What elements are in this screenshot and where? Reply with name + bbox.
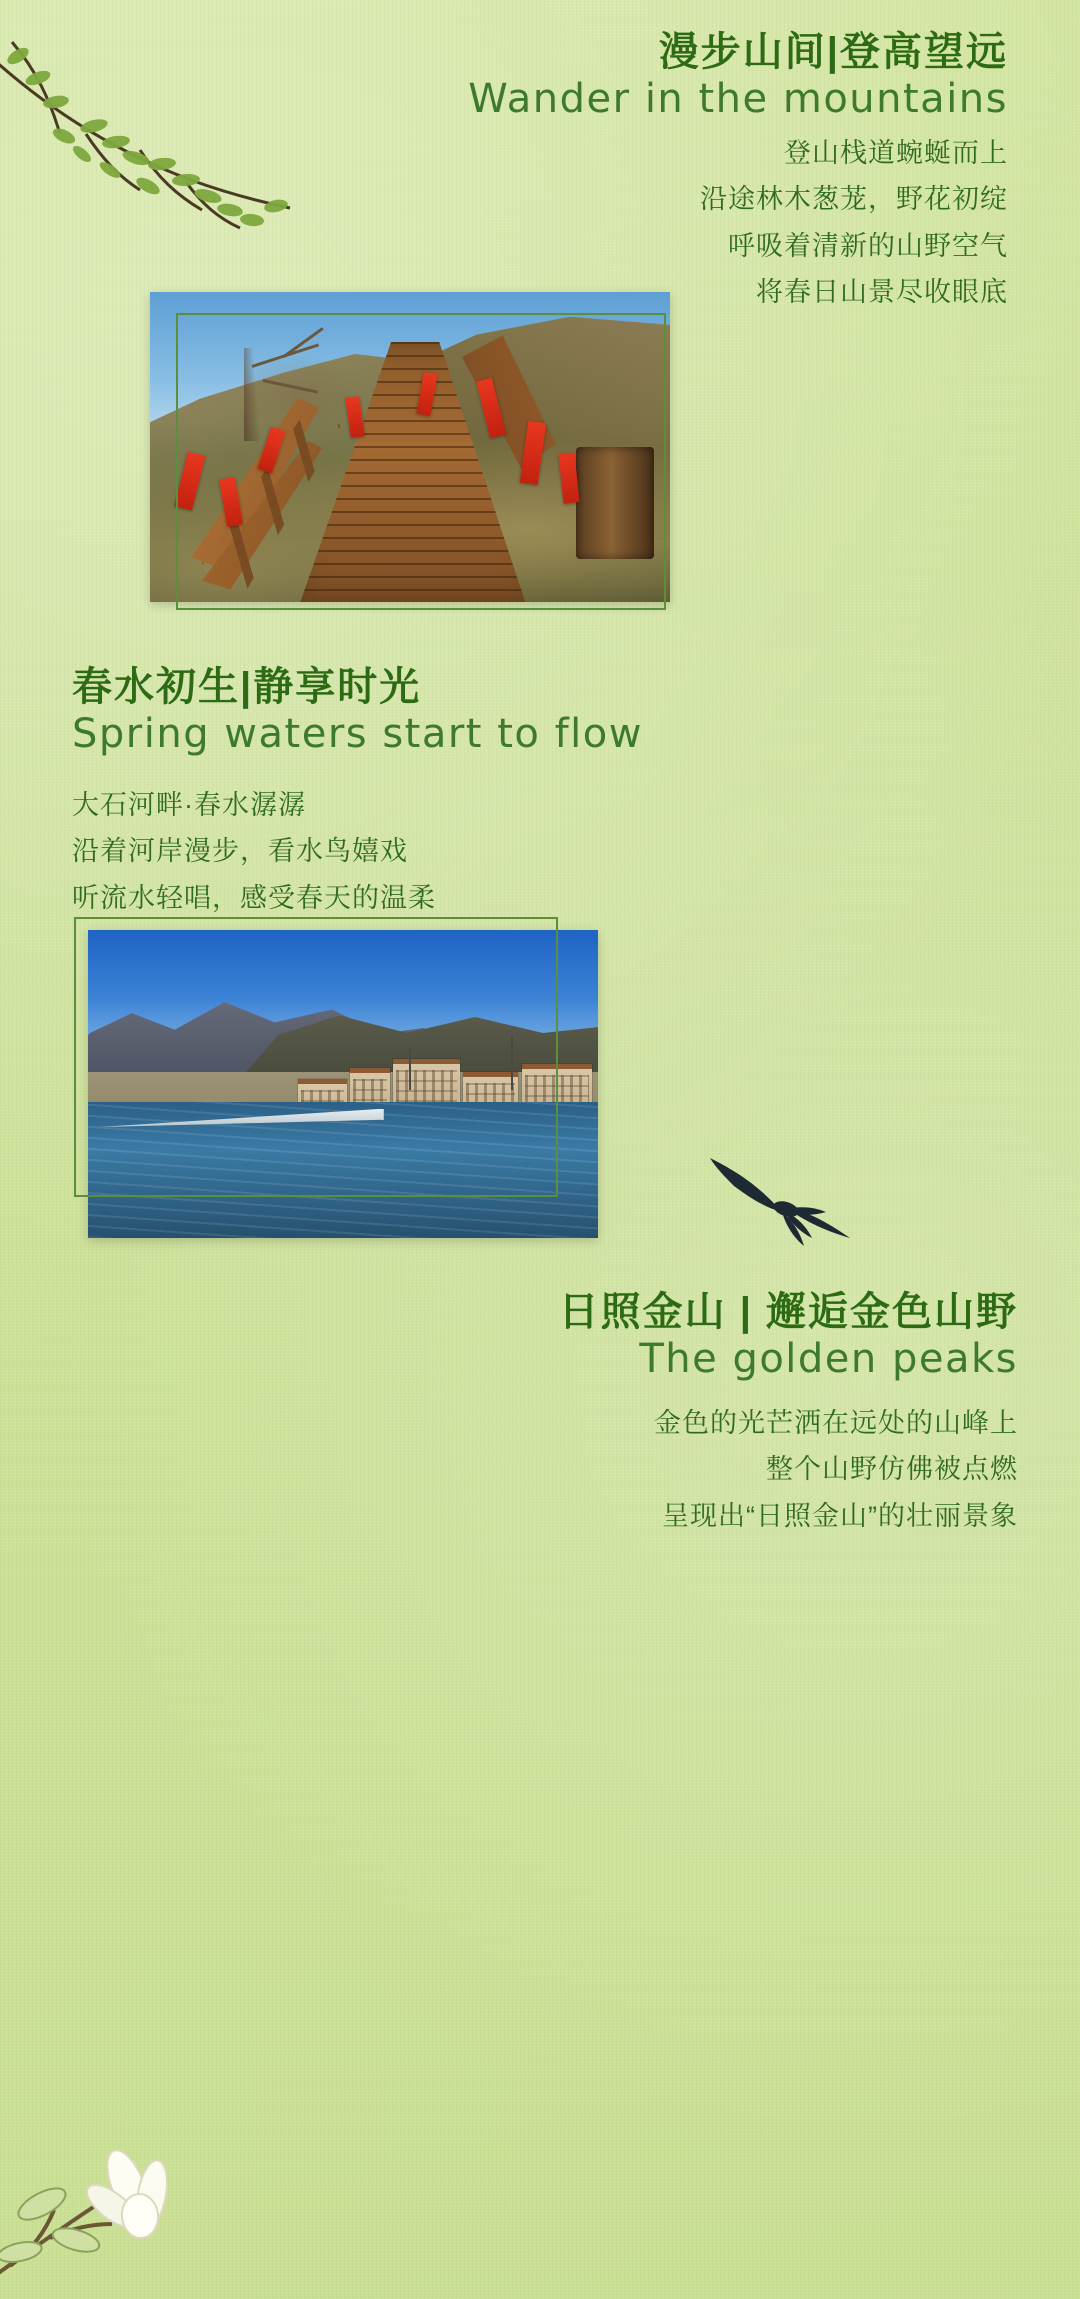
photo-frame-outline-2 — [74, 917, 558, 1197]
section-spring-water-heading-cn: 春水初生|静享时光 — [72, 665, 422, 709]
section-golden-peaks-header — [0, 1290, 1080, 1382]
section-spring-water-header — [0, 665, 1080, 757]
section-mountains-heading-en: Wander in the mountains — [468, 76, 1008, 122]
section-spring-water-body — [0, 782, 1080, 921]
photo-frame-outline-1 — [176, 313, 666, 610]
body-line: 呼吸着清新的山野空气 — [728, 230, 1008, 261]
section-mountains-header — [0, 30, 1080, 122]
body-line: 大石河畔·春水潺潺 — [72, 790, 306, 820]
body-line: 整个山野仿佛被点燃 — [766, 1454, 1018, 1485]
section-spring-water-heading-en: Spring waters start to flow — [72, 711, 643, 757]
section-golden-peaks-heading-en: The golden peaks — [639, 1336, 1018, 1382]
section-golden-peaks-heading-cn: 日照金山 | 邂逅金色山野 — [558, 1290, 1018, 1334]
section-mountains-body — [0, 130, 1080, 316]
swallow-bird-icon — [700, 1150, 860, 1265]
body-line: 呈现出“日照金山”的壮丽景象 — [662, 1500, 1018, 1531]
body-line: 听流水轻唱，感受春天的温柔 — [72, 882, 436, 913]
magnolia-flower-bottom-left-icon — [0, 1990, 280, 2295]
body-line: 沿途林木葱茏，野花初绽 — [700, 184, 1008, 215]
body-line: 沿着河岸漫步，看水鸟嬉戏 — [72, 836, 408, 867]
body-line: 将春日山景尽收眼底 — [756, 277, 1008, 308]
body-line: 金色的光芒洒在远处的山峰上 — [654, 1408, 1018, 1438]
body-line: 登山栈道蜿蜒而上 — [784, 138, 1008, 168]
section-golden-peaks-body — [0, 1400, 1080, 1539]
section-mountains-heading-cn: 漫步山间|登高望远 — [658, 30, 1008, 74]
